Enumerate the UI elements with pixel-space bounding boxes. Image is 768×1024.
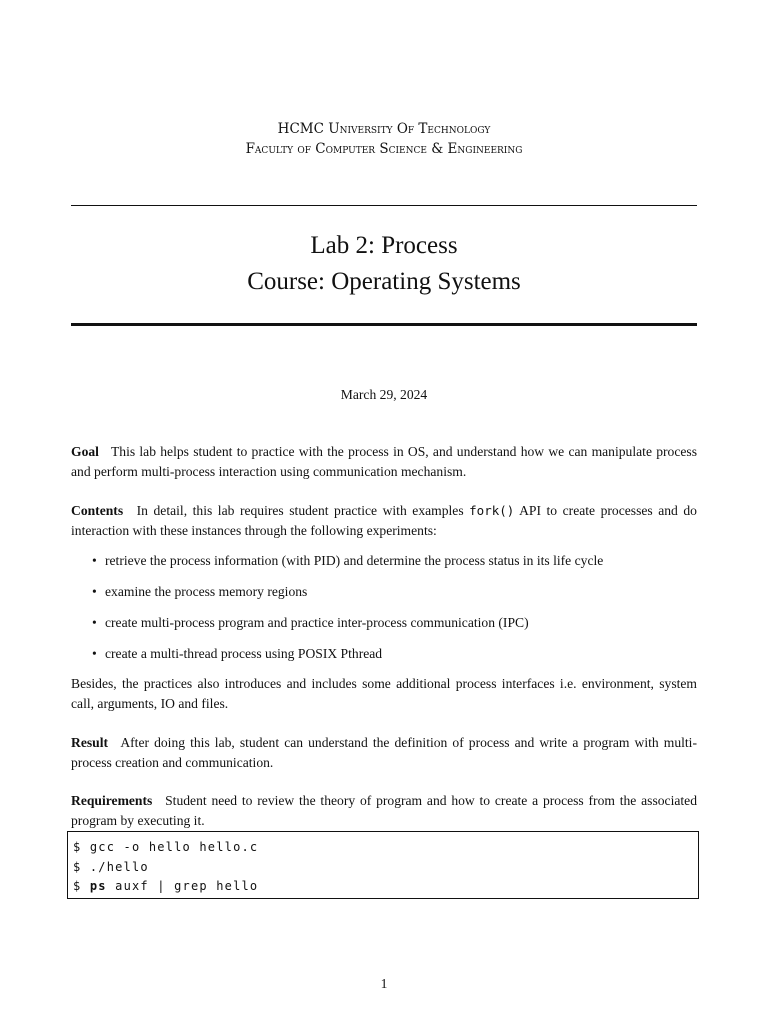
contents-text-after: API to create processes and do interaction with these instances through the following experiments: <box>71 503 697 538</box>
course-title: Course: Operating Systems <box>247 268 521 295</box>
faculty-name: Faculty of Computer Science & Engineering <box>245 141 523 157</box>
result-text: After doing this lab, student can understand the definition of process and write a program with multi-process creation and communication. <box>71 735 697 770</box>
bullet-text: examine the process memory regions <box>105 584 308 599</box>
bottom-rule <box>71 323 697 326</box>
goal-text: This lab helps student to practice with the process in OS, and understand how we can manipulate process and perform multi-process interaction using communication mechanism. <box>71 444 697 479</box>
bullet-item <box>92 613 697 632</box>
code-listing <box>67 831 699 899</box>
bullet-icon: • <box>92 584 97 599</box>
bullet-text: create multi-process program and practice inter-process communication (IPC) <box>105 615 529 630</box>
contents-heading: Contents <box>71 503 124 518</box>
goal-heading: Goal <box>71 444 99 459</box>
bullet-item <box>92 551 697 570</box>
bullet-text: retrieve the process information (with PID) and determine the process status in its life cycle <box>105 553 604 568</box>
code-line: $ ./hello <box>73 859 149 874</box>
contents-paragraph <box>71 501 697 540</box>
requirements-paragraph <box>71 791 697 830</box>
bullet-icon: • <box>92 615 97 630</box>
besides-paragraph: Besides, the practices also introduces and includes some additional process interfaces i.e. environment, system call, arguments, IO and files. <box>71 676 697 711</box>
code-line <box>73 877 698 897</box>
code-keyword: ps <box>89 879 107 893</box>
fork-code: fork() <box>469 503 515 518</box>
bullet-icon: • <box>92 646 97 661</box>
page-number: 1 <box>380 976 388 991</box>
university-name: HCMC University Of Technology <box>277 121 491 137</box>
result-heading: Result <box>71 735 109 750</box>
requirements-heading: Requirements <box>71 793 153 808</box>
bullet-icon: • <box>92 553 97 568</box>
code-line: $ gcc -o hello hello.c <box>73 840 259 854</box>
result-paragraph <box>71 733 697 772</box>
bullet-text: create a multi-thread process using POSIX Pthread <box>105 646 383 661</box>
top-rule <box>71 205 697 206</box>
bullet-item <box>92 644 697 663</box>
contents-text-before: In detail, this lab requires student practice with examples <box>136 503 464 518</box>
bullet-item <box>92 582 697 601</box>
requirements-text: Student need to review the theory of program and how to create a process from the associated program by executing it. <box>71 793 697 828</box>
goal-paragraph <box>71 442 697 481</box>
code-prompt: $ <box>73 879 90 893</box>
lab-title: Lab 2: Process <box>310 232 458 259</box>
code-rest: auxf | grep hello <box>106 879 259 893</box>
document-date: March 29, 2024 <box>340 387 428 402</box>
